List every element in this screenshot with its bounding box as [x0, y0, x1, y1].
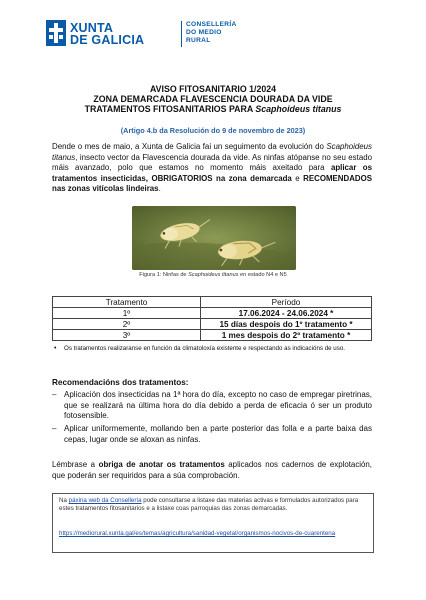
info-box: [52, 493, 374, 553]
column-header-period: Período: [201, 297, 372, 308]
treatment-number: 2º: [53, 319, 201, 330]
info-text: Na páxina web da Consellería pode consultarse a listaxe das materias activas e formulados autorizados para estes tratamentos fitosanitarios e a listaxe coas parroquias das zonas demarcadas.: [59, 497, 359, 512]
legal-reference: (Artigo 4.b da Resolución do 9 de novembro de 2023): [120, 126, 306, 135]
treatment-period: 1 mes despois do 2º tratamento *: [201, 330, 372, 341]
treatments-title: TRATAMENTOS FITOSANITARIOS PARA Scaphoideus titanus: [84, 104, 342, 114]
notice-number: AVISO FITOSANITARIO 1/2024: [149, 84, 277, 94]
table-row: [53, 319, 372, 330]
treatment-number: 1º: [53, 308, 201, 319]
treatment-period: 17.06.2024 - 24.06.2024 *: [201, 308, 372, 319]
figure-caption: Figura 1: Ninfas de Scaphoideus titanus en estado N4 e N5: [139, 272, 287, 278]
recommendations-title: Recomendacións dos tratamentos:: [52, 378, 189, 387]
table-row: [53, 308, 372, 319]
bullet-icon: •: [54, 345, 57, 352]
logo-wordmark: XUNTA DE GALICIA: [70, 21, 145, 47]
dash-icon: –: [52, 390, 57, 399]
nymph-photo: [132, 206, 296, 270]
xunta-logo: [46, 20, 237, 50]
ministry-web-link[interactable]: páxina web da Consellería: [68, 497, 142, 504]
recommendation-item: – Aplicar uniformemente, mollando ben a parte posterior das folla e a parte baixa das cepas, lugar onde se aloxan as ninfas.: [52, 424, 372, 444]
xunta-cross-icon: [46, 20, 66, 46]
treatment-number: 3º: [53, 330, 201, 341]
treatment-period: 15 días despois do 1º tratamento *: [201, 319, 372, 330]
table-row: [53, 330, 372, 341]
record-keeping-reminder: Lémbrase a obriga de anotar os tratamentos aplicados nos cadernos de explotación, que poderán ser requiridos para a súa comprobación.: [52, 460, 372, 480]
dash-icon: –: [52, 424, 57, 433]
intro-paragraph: Dende o mes de maio, a Xunta de Galicia fai un seguimento da evolución do Scaphoideus titanus, insecto vector da Flavescencia dourada da vide. As ninfas atópanse no seu estado máis avanzado, polo que estamos no momento máis axeitado para aplicar os tratamentos insecticidas, OBRIGATORIOS na zona demarcada e RECOMENDADOS nas zonas vitícolas lindeiras.: [52, 142, 373, 194]
zone-title: ZONA DEMARCADA FLAVESCENCIA DOURADA DA VIDE: [93, 94, 333, 104]
table-header-row: [53, 297, 372, 308]
recommendation-item: – Aplicación dos insecticidas na 1ª hora do día, excepto no caso de empregar piretrinas, que se realizará na última hora do día debido a perda de eficacia ó ser un produto fotosensible.: [52, 390, 372, 421]
schedule-note: • Os tratamentos realizaranse en función da climatoloxía existente e respectando as indicacións de uso.: [54, 345, 346, 352]
department-name: CONSELLERÍA DO MEDIO RURAL: [186, 21, 237, 44]
treatment-schedule-table: [52, 296, 372, 341]
column-header-treatment: Tratamento: [53, 297, 201, 308]
quarantine-organisms-url[interactable]: https://mediorural.xunta.gal/es/temas/agricultura/sanidad-vegetal/organismos-nocivos-de-cuarentena: [59, 530, 336, 537]
